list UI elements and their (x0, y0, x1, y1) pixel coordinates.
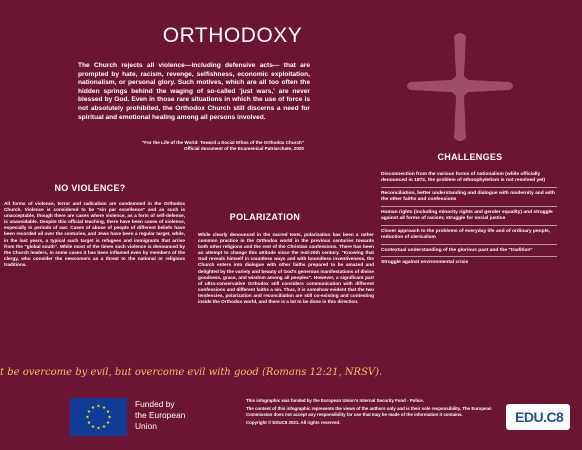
polarization-text: While clearly denounced in the sacred texts, polarization has been a rather common practice in the Orthodox world in the previous centuries towards both other religions and the rest of the Christian confessions. There has been an attempt to change this attitude since the mid-20th century. "Knowing that God reveals himself in countless ways and with boundless inventiveness, the Church enters into dialogue with other faiths prepared to be amazed and delighted by the variety and beauty of God's generous manifestations of divine goodness, grace, and wisdom among all peoples". However, a significant part of ultra-conservative Orthodox still considers communication with different confessions and different faiths a sin. Thus, it is somehow evident that the two tendencies, polarization and reconciliation are still co-existing and contesting inside the Orthodox world, and there is a lot to be done in this direction. (198, 232, 374, 305)
challenge-item: Disconnection from the various forms of nationalism (while officially denounced in 1872, the problem of ethnophyletism is not resolved yet) (381, 172, 557, 188)
challenge-item: Reconciliation, better understanding and dialogue with modernity and with the other faiths and confessions (381, 191, 557, 207)
eu-funding-logo (70, 398, 242, 436)
copyright-line: Copyright © EDUC8 2021. All rights reserved. (246, 420, 341, 426)
eu-funded-line: the European (135, 410, 186, 420)
no-violence-text: All forms of violence, terror and radicalism are condemned in the Orthodox Church. Violence is considered to be "sin par excellence" and as such is unacceptable, though there are cases where violence, as a form of self-defense, is unavoidable. Despite this official teaching, there have been cases of violence, especially in periods of war. Cases of abuse of people of different beliefs have been recorded all over the centuries, and Jews have been a regular target, while, in the last years, a typical such target is refugees and immigrants that arrive from the "global south". While most of the times such violence is denounced by the Church leaders, in some cases it has been inflamed even by members of the clergy, who consider the newcomers as a threat to the national or religious traditions. (4, 201, 185, 267)
eu-funded-text (135, 399, 241, 432)
logo-text: EDU.C8 (515, 409, 564, 425)
orthodox-cross-icon (400, 26, 520, 146)
challenge-item: Struggle against environmental crisis (381, 260, 469, 266)
eu-funded-line: Funded by (135, 399, 175, 409)
funding-notice (246, 398, 501, 429)
disclaimer-line: The content of this infographic represents the views of the authors only and is their sole responsibility. The European Commission does not accept any responsibility for use that may be made of the information it contains. (246, 406, 492, 417)
page-title: ORTHODOXY (162, 24, 303, 47)
intro-citation (94, 140, 304, 152)
educ8-logo (506, 404, 570, 430)
polarization-heading: POLARIZATION (229, 212, 301, 222)
challenge-item: Closer approach to the problems of everyday life and of ordinary people, reduction of clericalism (381, 229, 557, 245)
challenges-list (381, 172, 557, 272)
funding-line: This infographic was funded by the European Union's Internal Security Fund - Police. (246, 398, 424, 403)
citation-line: "For the Life of the World: Toward a Social Ethos of the Orthodox Church" (142, 140, 304, 145)
challenges-heading: CHALLENGES (437, 152, 503, 162)
eu-flag-icon (70, 398, 127, 436)
no-violence-heading: NO VIOLENCE? (54, 183, 126, 193)
eu-funded-line: Union (135, 421, 157, 431)
challenge-item: Human rights (including minority rights and gender equality) and struggle against all forms of racism; struggle for social justice (381, 210, 557, 226)
challenge-item: Contextual understanding of the glorious past and the "tradition" (381, 248, 557, 258)
citation-line: Official document of the Ecumenical Patriarchate, 2020 (184, 146, 304, 151)
intro-quote: The Church rejects all violence—including defensive acts— that are prompted by hate, racism, revenge, selfishness, economic exploitation, nationalism, or personal glory. Such motives, which are all too often the hidden springs behind the waging of so-called 'just wars,' are never blessed by God. Even in those rare situations in which the use of force is not absolutely prohibited, the Orthodox Church still discerns a need for spiritual and emotional healing among all persons involved. (78, 62, 310, 121)
bible-verse: t be overcome by evil, but overcome evil with good (Romans 12:21, NRSV). (0, 367, 383, 378)
